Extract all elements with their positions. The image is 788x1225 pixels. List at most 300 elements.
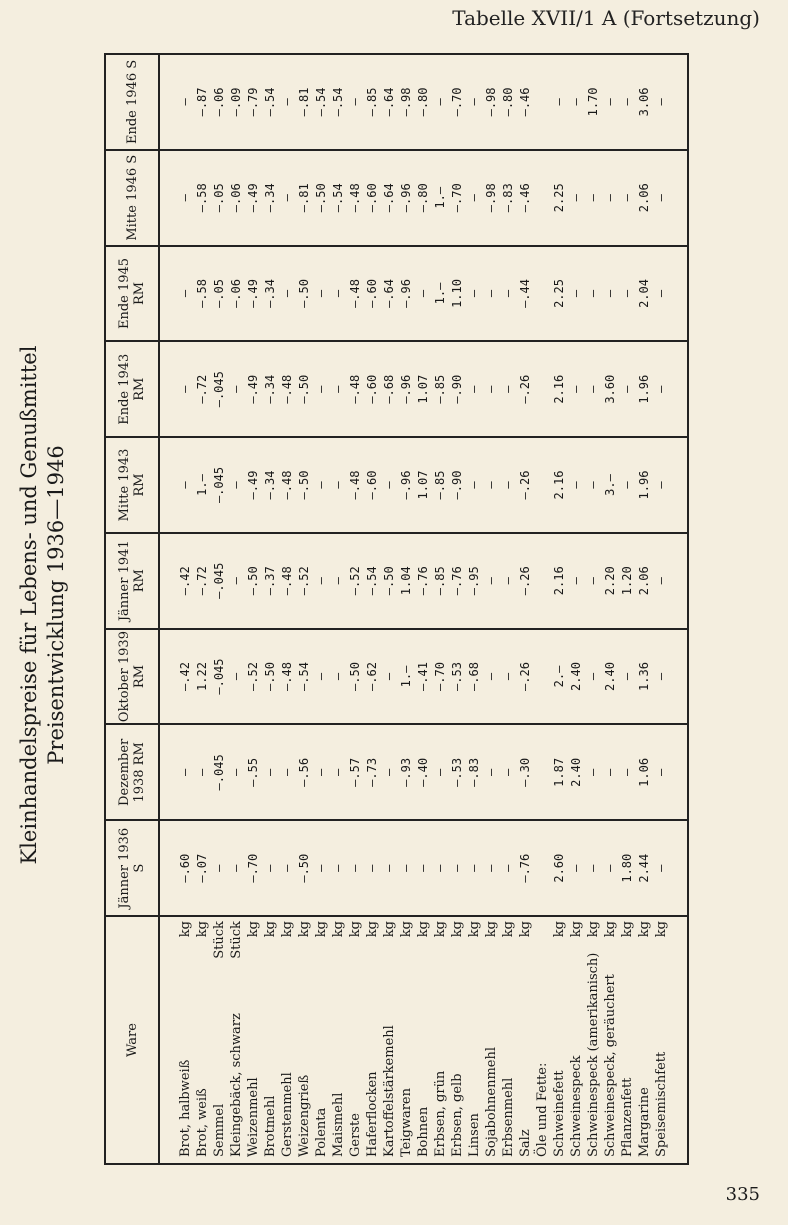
- price-cell: —: [313, 341, 330, 437]
- price-cell: —: [279, 150, 296, 246]
- empty-cell: [534, 246, 551, 342]
- price-cell: —: [619, 629, 636, 725]
- item-cell: [551, 916, 568, 1164]
- price-cell: —: [466, 820, 483, 916]
- empty-cell: [670, 437, 688, 533]
- price-cell: —: [279, 724, 296, 820]
- item-name: Teigwaren: [399, 1088, 414, 1157]
- price-cell: —.85: [364, 54, 381, 150]
- item-cell: [245, 916, 262, 1164]
- price-cell: 2.04: [636, 246, 653, 342]
- price-cell: —.48: [279, 437, 296, 533]
- price-cell: —: [568, 341, 585, 437]
- price-cell: —: [585, 437, 602, 533]
- empty-cell: [159, 54, 177, 150]
- price-cell: —: [500, 533, 517, 629]
- price-cell: —: [500, 437, 517, 533]
- price-cell: —.34: [262, 246, 279, 342]
- price-cell: 1.20: [619, 533, 636, 629]
- price-cell: —: [653, 341, 670, 437]
- item-name: Weizenmehl: [246, 1077, 261, 1157]
- empty-cell: [670, 916, 688, 1164]
- price-cell: —.50: [296, 820, 313, 916]
- empty-cell: [159, 629, 177, 725]
- price-cell: —: [330, 246, 347, 342]
- price-cell: —.49: [245, 150, 262, 246]
- price-cell: —: [279, 246, 296, 342]
- price-cell: —: [330, 820, 347, 916]
- table-row: [228, 54, 245, 1164]
- item-name: Haferflocken: [365, 1071, 380, 1157]
- item-unit: kg: [246, 921, 261, 938]
- price-cell: —: [432, 820, 449, 916]
- table-row: [211, 54, 228, 1164]
- price-cell: —.60: [364, 341, 381, 437]
- empty-cell: [670, 820, 688, 916]
- item-unit: kg: [382, 921, 397, 938]
- price-cell: —.54: [296, 629, 313, 725]
- empty-cell: [159, 820, 177, 916]
- item-name: Brot, weiß: [195, 1088, 210, 1157]
- item-cell: [636, 916, 653, 1164]
- price-cell: —.50: [296, 246, 313, 342]
- item-unit: kg: [433, 921, 448, 938]
- spacer-row: [670, 54, 688, 1164]
- price-cell: —.42: [177, 629, 194, 725]
- price-cell: —: [466, 246, 483, 342]
- price-cell: —.42: [177, 533, 194, 629]
- price-cell: —.54: [330, 150, 347, 246]
- price-cell: —: [653, 437, 670, 533]
- price-cell: —.72: [194, 533, 211, 629]
- item-unit: kg: [450, 921, 465, 938]
- price-cell: —.53: [449, 629, 466, 725]
- header-row: [105, 54, 159, 1164]
- price-cell: —.41: [415, 629, 432, 725]
- item-cell: [449, 916, 466, 1164]
- price-cell: —.87: [194, 54, 211, 150]
- price-cell: —.37: [262, 533, 279, 629]
- price-cell: 2.06: [636, 150, 653, 246]
- price-cell: —: [585, 533, 602, 629]
- item-cell: [262, 916, 279, 1164]
- table-reference: Tabelle XVII/1 A (Fortsetzung): [452, 6, 760, 30]
- price-cell: —: [585, 629, 602, 725]
- price-cell: —.52: [245, 629, 262, 725]
- price-cell: 2.—: [551, 629, 568, 725]
- price-cell: —: [432, 724, 449, 820]
- price-cell: —.26: [517, 341, 534, 437]
- empty-cell: [159, 437, 177, 533]
- price-cell: —.64: [381, 246, 398, 342]
- price-cell: 3.06: [636, 54, 653, 150]
- price-cell: —.76: [449, 533, 466, 629]
- price-cell: 2.20: [602, 533, 619, 629]
- price-cell: —: [602, 150, 619, 246]
- price-cell: 1.96: [636, 437, 653, 533]
- price-cell: —: [602, 246, 619, 342]
- table-row: [279, 54, 296, 1164]
- price-cell: —: [177, 724, 194, 820]
- item-name: Maismehl: [331, 1092, 346, 1157]
- price-cell: —.60: [364, 437, 381, 533]
- item-cell: [364, 916, 381, 1164]
- price-cell: —: [483, 437, 500, 533]
- empty-cell: [534, 437, 551, 533]
- empty-cell: [670, 246, 688, 342]
- price-cell: —.60: [364, 246, 381, 342]
- item-unit: kg: [569, 921, 584, 938]
- price-cell: —: [228, 533, 245, 629]
- item-unit: kg: [654, 921, 669, 938]
- price-cell: —: [585, 150, 602, 246]
- price-cell: —: [330, 437, 347, 533]
- price-cell: —.34: [262, 150, 279, 246]
- price-cell: 1.—: [432, 246, 449, 342]
- price-cell: —.80: [415, 54, 432, 150]
- price-cell: 1.70: [585, 54, 602, 150]
- price-cell: —: [381, 437, 398, 533]
- item-cell: [602, 916, 619, 1164]
- column-header: Ende 1945 RM: [105, 246, 159, 342]
- price-cell: —.93: [398, 724, 415, 820]
- item-unit: kg: [416, 921, 431, 938]
- item-cell: [211, 916, 228, 1164]
- price-cell: —.48: [279, 629, 296, 725]
- column-header: Ende 1943 RM: [105, 341, 159, 437]
- price-cell: —: [653, 820, 670, 916]
- price-cell: —.95: [466, 533, 483, 629]
- table-row: [296, 54, 313, 1164]
- empty-cell: [534, 341, 551, 437]
- item-cell: [313, 916, 330, 1164]
- price-cell: —.70: [245, 820, 262, 916]
- price-cell: —: [619, 724, 636, 820]
- column-header: Jänner 1936 S: [105, 820, 159, 916]
- price-cell: —.54: [313, 54, 330, 150]
- item-name: Brot, halbweiß: [178, 1059, 193, 1157]
- item-name: Margarine: [637, 1087, 652, 1157]
- item-name: Erbsen, gelb: [450, 1073, 465, 1157]
- price-cell: —.96: [398, 437, 415, 533]
- price-cell: —: [500, 820, 517, 916]
- price-cell: —: [313, 437, 330, 533]
- item-cell: [330, 916, 347, 1164]
- price-cell: 1.07: [415, 341, 432, 437]
- price-cell: —.045: [211, 341, 228, 437]
- item-name: Gerste: [348, 1113, 363, 1157]
- item-unit: kg: [365, 921, 380, 938]
- price-cell: —.54: [330, 54, 347, 150]
- price-cell: —.26: [517, 629, 534, 725]
- price-cell: 1.—: [432, 150, 449, 246]
- price-cell: —: [585, 820, 602, 916]
- table-row: [483, 54, 500, 1164]
- empty-cell: [159, 724, 177, 820]
- price-cell: —: [228, 724, 245, 820]
- price-cell: —.96: [398, 246, 415, 342]
- item-name: Polenta: [314, 1107, 329, 1157]
- price-cell: —.73: [364, 724, 381, 820]
- price-cell: —: [228, 820, 245, 916]
- table-row: [585, 54, 602, 1164]
- item-cell: [279, 916, 296, 1164]
- price-cell: —: [551, 54, 568, 150]
- column-header-ware: Ware: [105, 916, 159, 1164]
- table-row: [449, 54, 466, 1164]
- price-cell: —.48: [347, 246, 364, 342]
- table-row: [466, 54, 483, 1164]
- table-row: [347, 54, 364, 1164]
- item-cell: [228, 916, 245, 1164]
- category-row: [534, 54, 551, 1164]
- price-cell: —: [568, 533, 585, 629]
- price-cell: —: [483, 629, 500, 725]
- table-row: [432, 54, 449, 1164]
- price-cell: —: [653, 533, 670, 629]
- table-row: [262, 54, 279, 1164]
- item-unit: kg: [518, 921, 533, 938]
- empty-cell: [159, 150, 177, 246]
- price-cell: —: [262, 820, 279, 916]
- price-cell: —.40: [415, 724, 432, 820]
- price-cell: 1.07: [415, 437, 432, 533]
- page-number: 335: [725, 1184, 760, 1205]
- price-cell: 1.22: [194, 629, 211, 725]
- price-cell: —: [347, 820, 364, 916]
- price-cell: —: [466, 54, 483, 150]
- price-cell: —: [279, 54, 296, 150]
- item-cell: [177, 916, 194, 1164]
- price-cell: —: [228, 437, 245, 533]
- price-cell: 2.40: [602, 629, 619, 725]
- price-cell: —: [619, 54, 636, 150]
- category-label: Öle und Fette:: [535, 1062, 550, 1157]
- item-name: Erbsen, grün: [433, 1070, 448, 1157]
- price-cell: —.79: [245, 54, 262, 150]
- price-cell: —: [619, 150, 636, 246]
- column-header: Oktober 1939 RM: [105, 629, 159, 725]
- item-name: Erbsenmehl: [501, 1077, 516, 1157]
- table-body: [159, 54, 688, 1164]
- price-cell: —: [466, 150, 483, 246]
- price-cell: —.96: [398, 341, 415, 437]
- price-cell: —.44: [517, 246, 534, 342]
- price-cell: —: [500, 341, 517, 437]
- item-name: Schweinespeck (amerikanisch): [586, 952, 601, 1157]
- empty-cell: [534, 150, 551, 246]
- price-cell: 1.04: [398, 533, 415, 629]
- price-cell: —.48: [279, 533, 296, 629]
- price-cell: —.64: [381, 54, 398, 150]
- price-cell: —.76: [517, 820, 534, 916]
- rotated-table-block: [16, 45, 776, 1165]
- price-cell: 2.60: [551, 820, 568, 916]
- price-cell: —: [381, 724, 398, 820]
- table-row: [619, 54, 636, 1164]
- price-cell: —: [177, 341, 194, 437]
- empty-cell: [159, 246, 177, 342]
- item-unit: kg: [484, 921, 499, 938]
- item-name: Schweinespeck, geräuchert: [603, 974, 618, 1157]
- price-cell: —: [619, 246, 636, 342]
- table-title-block: [16, 45, 70, 1165]
- price-cell: —: [330, 533, 347, 629]
- price-cell: —.50: [296, 341, 313, 437]
- column-header: Mitte 1946 S: [105, 150, 159, 246]
- table-row: [653, 54, 670, 1164]
- price-cell: —: [313, 724, 330, 820]
- price-cell: —.80: [500, 54, 517, 150]
- empty-cell: [670, 54, 688, 150]
- price-cell: —.50: [296, 437, 313, 533]
- price-cell: —: [602, 820, 619, 916]
- item-unit: kg: [620, 921, 635, 938]
- price-cell: 2.40: [568, 629, 585, 725]
- price-cell: —: [483, 533, 500, 629]
- price-cell: —: [653, 724, 670, 820]
- price-cell: —: [211, 820, 228, 916]
- price-cell: —.81: [296, 54, 313, 150]
- price-cell: —.50: [347, 629, 364, 725]
- table-title: Kleinhandelspreise für Lebens- und Genußmittel: [17, 345, 41, 865]
- empty-cell: [159, 916, 177, 1164]
- empty-cell: [534, 724, 551, 820]
- price-cell: —.62: [364, 629, 381, 725]
- item-unit: kg: [314, 921, 329, 938]
- price-cell: —: [194, 724, 211, 820]
- item-cell: [432, 916, 449, 1164]
- item-unit: kg: [348, 921, 363, 938]
- price-cell: —: [500, 629, 517, 725]
- price-cell: —: [466, 437, 483, 533]
- price-cell: —: [585, 724, 602, 820]
- price-cell: —.56: [296, 724, 313, 820]
- price-cell: —.64: [381, 150, 398, 246]
- table-subtitle: Preisentwicklung 1936—1946: [44, 445, 68, 765]
- price-cell: —: [653, 54, 670, 150]
- price-cell: —.34: [262, 437, 279, 533]
- price-cell: —.05: [211, 246, 228, 342]
- table-row: [602, 54, 619, 1164]
- item-name: Salz: [518, 1129, 533, 1157]
- item-cell: [500, 916, 517, 1164]
- price-cell: —: [364, 820, 381, 916]
- item-cell: [619, 916, 636, 1164]
- price-cell: —: [653, 150, 670, 246]
- item-name: Bohnen: [416, 1106, 431, 1157]
- price-cell: —.81: [296, 150, 313, 246]
- item-cell: [483, 916, 500, 1164]
- item-unit: kg: [195, 921, 210, 938]
- price-cell: —.80: [415, 150, 432, 246]
- price-cell: —.58: [194, 246, 211, 342]
- price-cell: 2.16: [551, 437, 568, 533]
- price-table: [104, 53, 689, 1165]
- price-cell: —.85: [432, 437, 449, 533]
- table-row: [551, 54, 568, 1164]
- price-cell: —: [415, 246, 432, 342]
- price-cell: —.60: [177, 820, 194, 916]
- price-cell: 2.16: [551, 533, 568, 629]
- price-cell: 2.25: [551, 150, 568, 246]
- empty-cell: [534, 54, 551, 150]
- item-unit: kg: [637, 921, 652, 938]
- price-cell: —: [500, 246, 517, 342]
- table-row: [245, 54, 262, 1164]
- price-cell: —.54: [262, 54, 279, 150]
- item-name: Kartoffelstärkemehl: [382, 1025, 397, 1157]
- price-cell: —: [177, 246, 194, 342]
- item-unit: kg: [501, 921, 516, 938]
- price-cell: —.72: [194, 341, 211, 437]
- price-cell: —: [585, 246, 602, 342]
- item-unit: Stück: [229, 921, 244, 959]
- item-cell: [347, 916, 364, 1164]
- price-cell: —.06: [228, 150, 245, 246]
- table-row: [330, 54, 347, 1164]
- item-name: Sojabohnenmehl: [484, 1046, 499, 1157]
- table-row: [381, 54, 398, 1164]
- price-cell: —.68: [466, 629, 483, 725]
- price-cell: —: [381, 629, 398, 725]
- price-cell: 1.10: [449, 246, 466, 342]
- price-cell: —: [381, 820, 398, 916]
- price-cell: —: [398, 820, 415, 916]
- price-cell: 2.16: [551, 341, 568, 437]
- column-header: Dezember 1938 RM: [105, 724, 159, 820]
- price-cell: —.05: [211, 150, 228, 246]
- item-cell: [585, 916, 602, 1164]
- price-cell: —.96: [398, 150, 415, 246]
- price-cell: —.70: [449, 150, 466, 246]
- empty-cell: [670, 150, 688, 246]
- price-cell: —: [619, 341, 636, 437]
- price-cell: —.26: [517, 437, 534, 533]
- price-cell: 3.60: [602, 341, 619, 437]
- spacer-row: [159, 54, 177, 1164]
- price-cell: —.045: [211, 724, 228, 820]
- price-cell: —: [653, 629, 670, 725]
- price-cell: —.48: [347, 150, 364, 246]
- price-cell: —.045: [211, 533, 228, 629]
- price-cell: —.85: [432, 533, 449, 629]
- price-cell: —: [449, 820, 466, 916]
- price-cell: —.68: [381, 341, 398, 437]
- price-cell: 1.87: [551, 724, 568, 820]
- item-name: Linsen: [467, 1113, 482, 1157]
- price-cell: 2.06: [636, 533, 653, 629]
- empty-cell: [670, 724, 688, 820]
- table-row: [568, 54, 585, 1164]
- item-unit: kg: [552, 921, 567, 938]
- price-cell: —.83: [500, 150, 517, 246]
- price-cell: —: [568, 246, 585, 342]
- item-cell: [517, 916, 534, 1164]
- item-cell: [653, 916, 670, 1164]
- price-cell: —: [177, 150, 194, 246]
- price-cell: —.70: [432, 629, 449, 725]
- price-cell: —.045: [211, 437, 228, 533]
- price-cell: —.98: [398, 54, 415, 150]
- item-name: Weizengrieß: [297, 1074, 312, 1157]
- price-cell: 2.25: [551, 246, 568, 342]
- price-cell: 2.44: [636, 820, 653, 916]
- price-cell: —: [466, 341, 483, 437]
- price-cell: —: [500, 724, 517, 820]
- price-cell: 1.—: [194, 437, 211, 533]
- price-cell: —: [177, 54, 194, 150]
